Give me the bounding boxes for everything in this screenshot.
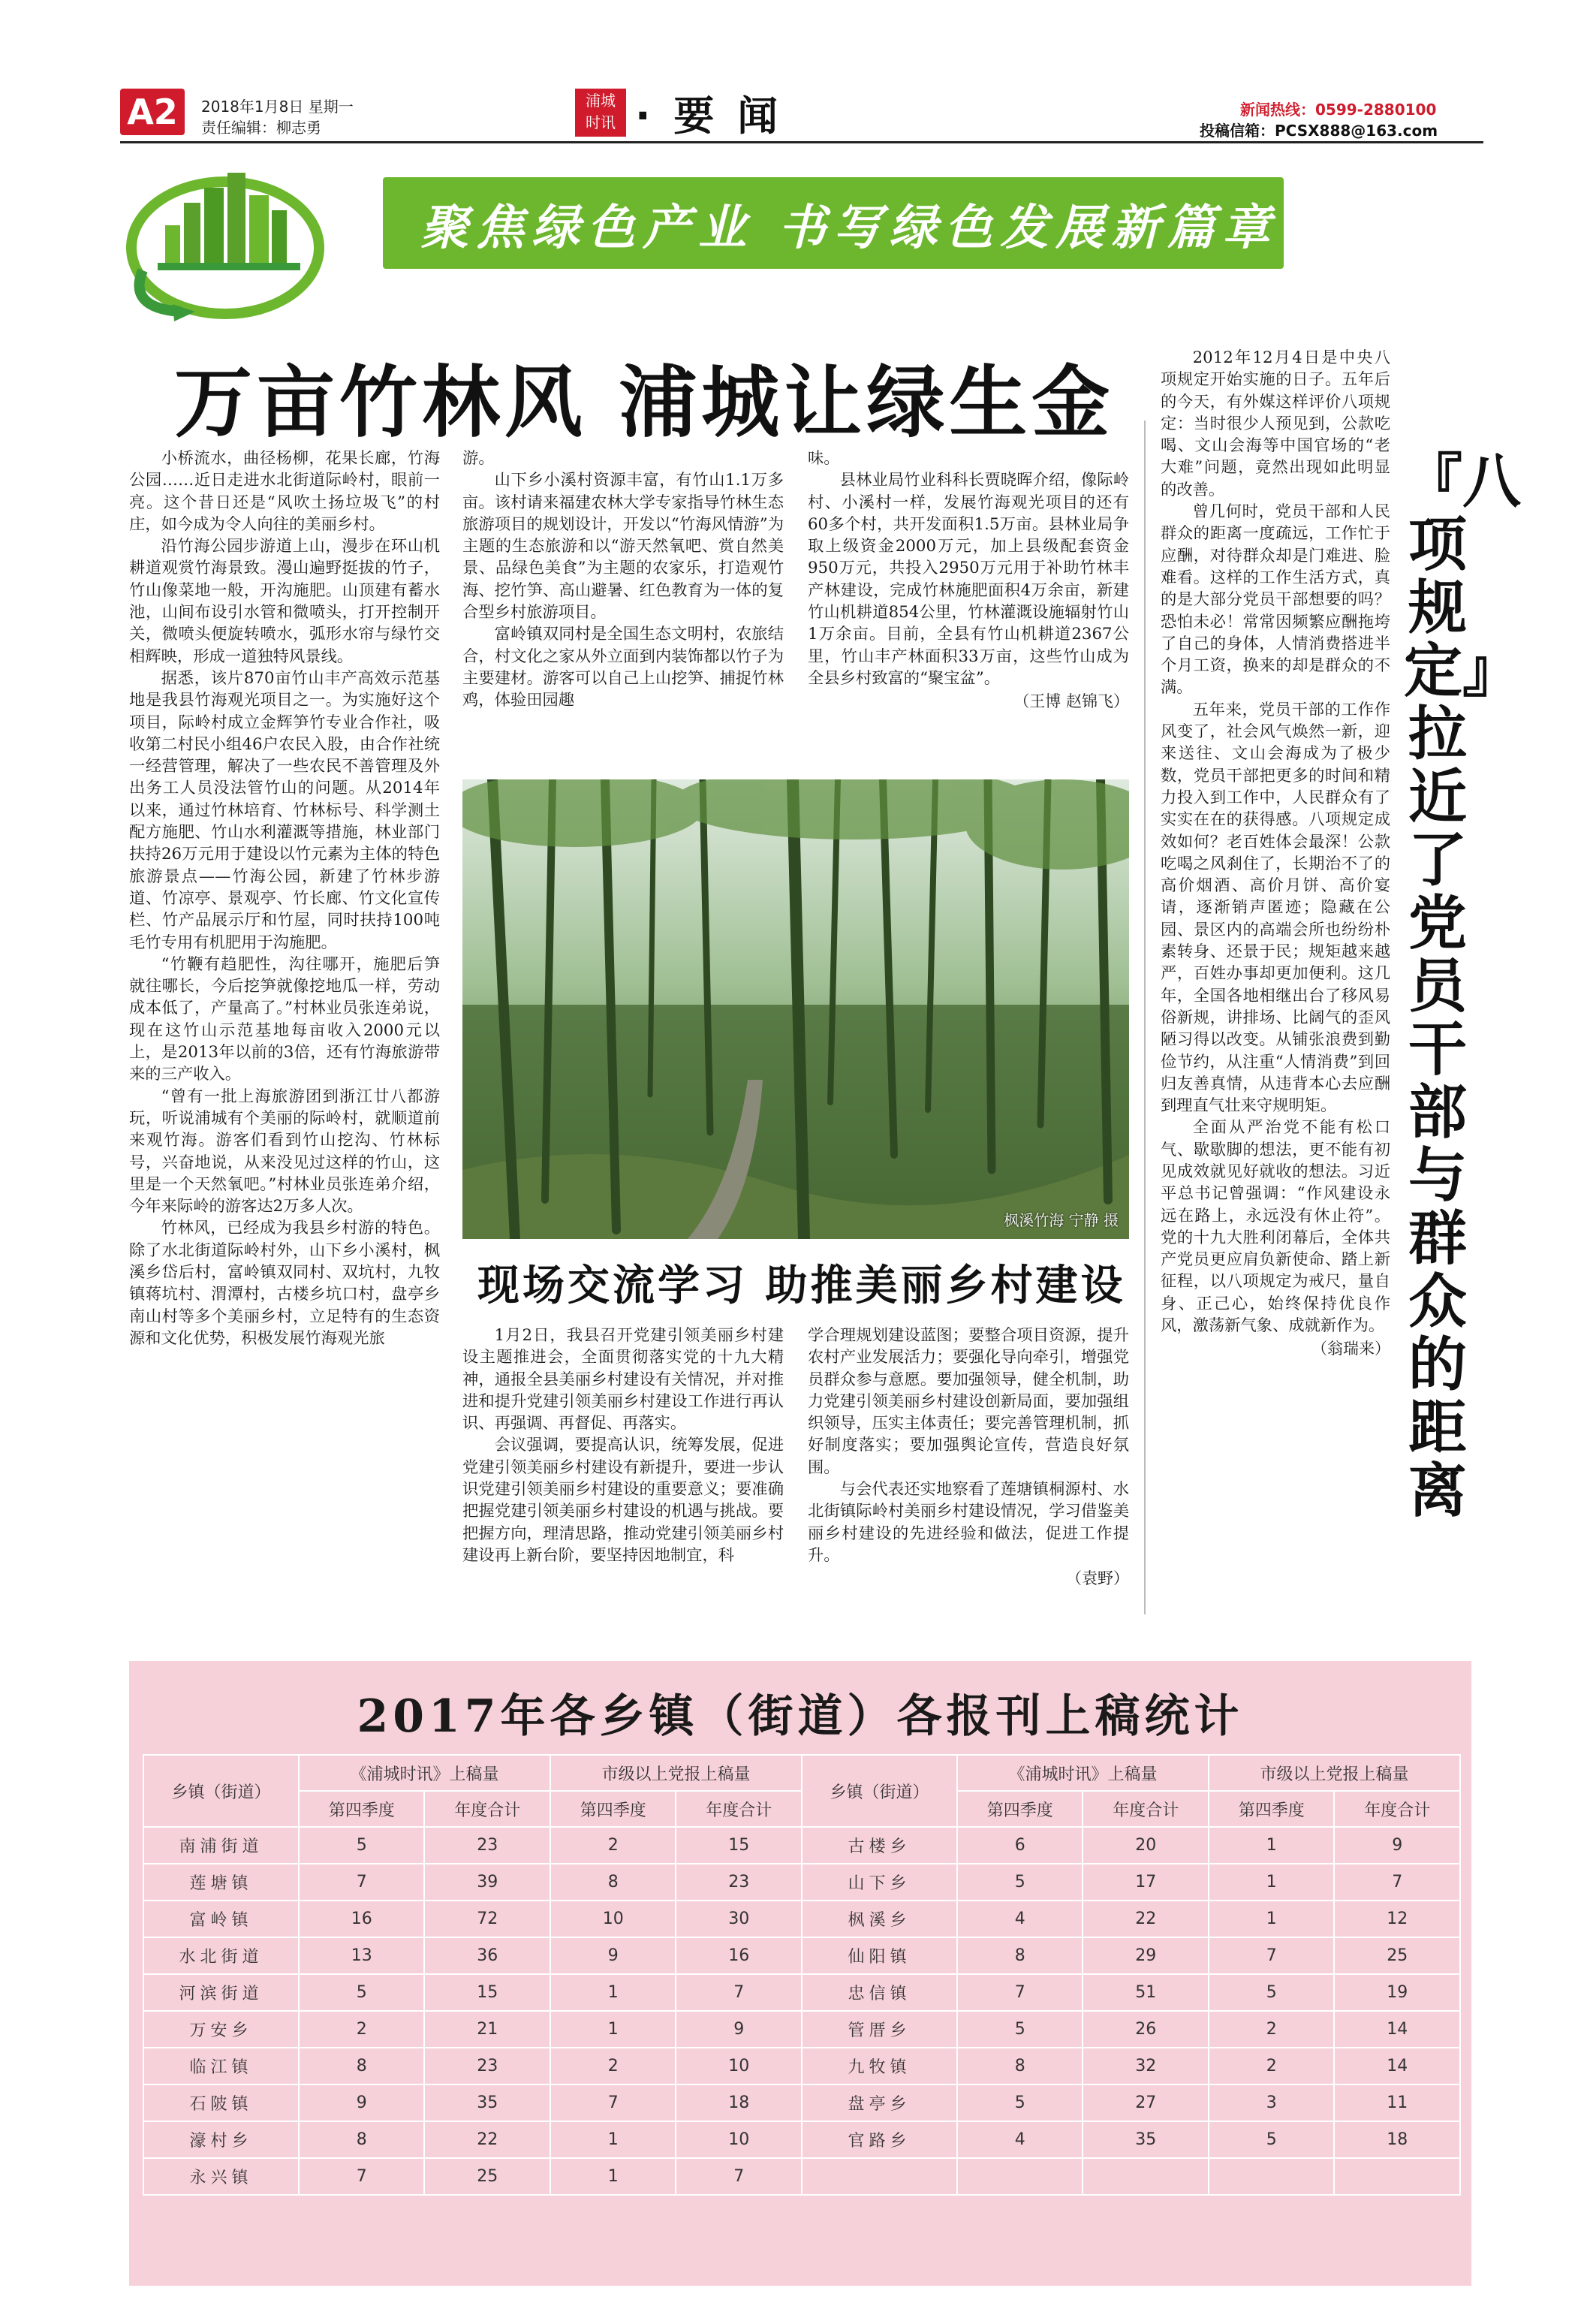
table-row: [143, 2158, 1460, 2195]
header-divider: [120, 141, 1483, 143]
col-header-year: 年度合计: [1083, 1791, 1209, 1827]
article2-byline: （袁野）: [1066, 1569, 1129, 1588]
green-city-logo-icon: [113, 158, 368, 323]
town-name-cell: 南浦街道: [143, 1827, 299, 1864]
count-cell: 32: [1083, 2048, 1209, 2084]
main-headline: 万亩竹林风 浦城让绿生金: [174, 357, 1115, 448]
news-hotline: 新闻热线：0599-2880100: [1240, 101, 1437, 119]
count-cell: 7: [1209, 1937, 1334, 1974]
count-cell: 7: [299, 1864, 424, 1901]
count-cell: 23: [676, 1864, 802, 1901]
count-cell: 15: [676, 1827, 802, 1864]
count-cell: 25: [1334, 1937, 1460, 1974]
count-cell: 22: [424, 2121, 550, 2158]
count-cell: 17: [1083, 1864, 1209, 1901]
brand-top: 浦城: [586, 92, 616, 110]
paragraph: “曾有一批上海旅游团到浙江廿八都游玩，听说浦城有个美丽的际岭村，就顺道前来观竹海。游客们看到竹山挖沟、竹林标号，兴奋地说，从来没见过这样的竹山，这里是一个天然氧吧。”村林业员张连弟介绍，今年来际岭的游客达2万多人次。: [129, 1087, 440, 1216]
count-cell: 51: [1083, 1974, 1209, 2011]
col-header-group1: 《浦城时讯》上稿量: [957, 1755, 1209, 1791]
town-name-cell: 管厝乡: [802, 2011, 957, 2048]
count-cell: 1: [550, 2011, 676, 2048]
editor-line: 责任编辑：柳志勇: [201, 119, 321, 137]
paragraph: 沿竹海公园步游道上山，漫步在环山机耕道观赏竹海景致。漫山遍野挺拔的竹子，竹山像菜地一般，开沟施肥。山顶建有蓄水池，山间布设引水管和微喷头，打开控制开关，微喷头便旋转喷水，弧形水帘与绿竹交相辉映，形成一道独特风景线。: [129, 537, 440, 666]
count-cell: 13: [299, 1937, 424, 1974]
count-cell: 7: [550, 2084, 676, 2121]
col-header-q4: 第四季度: [550, 1791, 676, 1827]
article3-col: [1161, 347, 1390, 1361]
paragraph: 富岭镇双同村是全国生态文明村，农旅结合，村文化之家从外立面到内装饰都以竹子为主要建材。游客可以自己上山挖笋、捕捉竹林鸡，体验田园趣: [462, 625, 784, 710]
count-cell: 30: [676, 1901, 802, 1937]
count-cell: 10: [676, 2121, 802, 2158]
count-cell: 9: [299, 2084, 424, 2121]
count-cell: 27: [1083, 2084, 1209, 2121]
count-cell: [1083, 2158, 1209, 2195]
town-name-cell: 河滨街道: [143, 1974, 299, 2011]
count-cell: [957, 2158, 1083, 2195]
count-cell: 5: [957, 2011, 1083, 2048]
col-header-q4: 第四季度: [957, 1791, 1083, 1827]
article3-byline: （翁瑞来）: [1311, 1340, 1390, 1358]
article1-col1: [129, 448, 440, 1349]
town-name-cell: 盘亭乡: [802, 2084, 957, 2121]
col-header-q4: 第四季度: [1209, 1791, 1334, 1827]
date-line: 2018年1月8日 星期一: [201, 98, 354, 116]
count-cell: 2: [550, 1827, 676, 1864]
paragraph: 据悉，该片870亩竹山丰产高效示范基地是我县竹海观光项目之一。为实施好这个项目，际岭村成立金辉笋竹专业合作社，吸收第二村民小组46户农民入股，由合作社统一经营管理，解决了一些农民不善管理及外出务工人员没法管竹山的问题。从2014年以来，通过竹林培育、竹林标号、科学测土配方施肥、竹山水利灌溉等措施，林业部门扶持26万元用于建设以竹元素为主体的特色旅游景点——竹海公园，新建了竹林步游道、竹凉亭、景观亭、竹长廊、竹文化宣传栏、竹产品展示厅和竹屋，同时扶持100吨毛竹专用有机肥用于沟施肥。: [129, 668, 440, 952]
col-header-group1: 《浦城时讯》上稿量: [299, 1755, 550, 1791]
paragraph: 小桥流水，曲径杨柳，花果长廊，竹海公园……近日走进水北街道际岭村，眼前一亮。这个昔日还是“风吹土扬垃圾飞”的村庄，如今成为令人向往的美丽乡村。: [129, 449, 440, 534]
town-name-cell: 莲塘镇: [143, 1864, 299, 1901]
count-cell: 1: [550, 2158, 676, 2195]
bamboo-forest-image: [462, 779, 1129, 1239]
town-name-cell: 仙阳镇: [802, 1937, 957, 1974]
count-cell: 16: [676, 1937, 802, 1974]
table-row: [143, 2011, 1460, 2048]
count-cell: 25: [424, 2158, 550, 2195]
count-cell: 1: [1209, 1864, 1334, 1901]
count-cell: 39: [424, 1864, 550, 1901]
count-cell: 6: [957, 1827, 1083, 1864]
paragraph: 游。: [462, 449, 495, 468]
section-title: · 要 闻: [635, 92, 783, 140]
town-name-cell: 水北街道: [143, 1937, 299, 1974]
article1-col3: [808, 448, 1129, 713]
town-name-cell: 濠村乡: [143, 2121, 299, 2158]
count-cell: [1334, 2158, 1460, 2195]
bamboo-forest-photo: [462, 779, 1129, 1239]
paragraph: 2012年12月4日是中央八项规定开始实施的日子。五年后的今天，有外媒这样评价八项规定：当时很少人预见到，公款吃喝、文山会海等中国官场的“老大难”问题，竟然出现如此明显的改善。: [1161, 348, 1390, 499]
count-cell: 5: [957, 1864, 1083, 1901]
brand-logo: [575, 89, 626, 137]
count-cell: 2: [550, 2048, 676, 2084]
paragraph: 曾几何时，党员干部和人民群众的距离一度疏远，工作忙于应酬，对待群众却是门难进、脸难看。这样的工作生活方式，真的是大部分党员干部想要的吗？恐怕未必！常常因频繁应酬拖垮了自己的身体，人情消费搭进半个月工资，换来的却是群众的不满。: [1161, 502, 1390, 698]
count-cell: 35: [424, 2084, 550, 2121]
count-cell: 7: [1334, 1864, 1460, 1901]
col-header-year: 年度合计: [1334, 1791, 1460, 1827]
count-cell: 8: [550, 1864, 676, 1901]
count-cell: 36: [424, 1937, 550, 1974]
article2-col1: [462, 1325, 784, 1566]
article2-headline: 现场交流学习 助推美丽乡村建设: [477, 1262, 1126, 1310]
count-cell: 23: [424, 1827, 550, 1864]
town-name-cell: 临江镇: [143, 2048, 299, 2084]
col-header-year: 年度合计: [424, 1791, 550, 1827]
count-cell: 10: [550, 1901, 676, 1937]
count-cell: 5: [1209, 2121, 1334, 2158]
table-row: [143, 2084, 1460, 2121]
article2-col2: [808, 1325, 1129, 1590]
col-header-group2: 市级以上党报上稿量: [550, 1755, 802, 1791]
count-cell: 1: [1209, 1901, 1334, 1937]
table-row: [143, 1827, 1460, 1864]
count-cell: 8: [957, 1937, 1083, 1974]
count-cell: 7: [676, 1974, 802, 2011]
table-row: [143, 2048, 1460, 2084]
count-cell: 2: [1209, 2048, 1334, 2084]
table-row: [143, 1937, 1460, 1974]
count-cell: 3: [1209, 2084, 1334, 2121]
paragraph: 全面从严治党不能有松口气、歇歇脚的想法，更不能有初见成效就见好就收的想法。习近平总书记曾强调：“作风建设永远在路上，永远没有休止符”。党的十九大胜利闭幕后，全体共产党员更应肩负新使命、踏上新征程，以八项规定为戒尺，量自身、正己心，始终保持优良作风，激荡新气象、成就新作为。: [1161, 1118, 1390, 1336]
count-cell: 1: [550, 2121, 676, 2158]
town-name-cell: 枫溪乡: [802, 1901, 957, 1937]
paragraph: 五年来，党员干部的工作作风变了，社会风气焕然一新，迎来送往、文山会海成为了极少数，党员干部把更多的时间和精力投入到工作中，人民群众有了实实在在的获得感。八项规定成效如何？老百姓体会最深！公款吃喝之风刹住了，长期治不了的高价烟酒、高价月饼、高价宴请，逐渐销声匿迹；隐藏在公园、景区内的高端会所也纷纷朴素转身、还景于民；规矩越来越严，百姓办事却更加便利。这几年，全国各地相继出台了移风易俗新规，讲排场、比阔气的歪风陋习得以改变。从铺张浪费到勤俭节约，从注重“人情消费”到回归友善真情，从违背本心去应酬到理直气壮来守规明矩。: [1161, 700, 1390, 1116]
count-cell: 18: [1334, 2121, 1460, 2158]
table-row: [143, 1974, 1460, 2011]
count-cell: 14: [1334, 2011, 1460, 2048]
count-cell: 5: [299, 1827, 424, 1864]
count-cell: 21: [424, 2011, 550, 2048]
count-cell: 5: [957, 2084, 1083, 2121]
town-name-cell: 九牧镇: [802, 2048, 957, 2084]
article3-vertical-title: 『八项规定』拉近了党员干部与群众的距离: [1404, 448, 1522, 1525]
count-cell: 7: [676, 2158, 802, 2195]
town-name-cell: 官路乡: [802, 2121, 957, 2158]
paragraph: “竹鞭有趋肥性，沟往哪开，施肥后笋就往哪长，今后挖笋就像挖地瓜一样，劳动成本低了，产量高了。”村林业员张连弟说，现在这竹山示范基地每亩收入2000元以上，是2013年以前的3倍，还有竹海旅游带来的三产收入。: [129, 954, 440, 1084]
count-cell: 12: [1334, 1901, 1460, 1937]
count-cell: [1209, 2158, 1334, 2195]
table-row: [143, 2121, 1460, 2158]
count-cell: 10: [676, 2048, 802, 2084]
count-cell: 16: [299, 1901, 424, 1937]
paragraph: 山下乡小溪村资源丰富，有竹山1.1万多亩。该村请来福建农林大学专家指导竹林生态旅游项目的规划设计，开发以“竹海风情游”为主题的生态旅游和以“游天然氧吧、赏自然美景、品绿色美食”为主题的农家乐，打造观竹海、挖竹笋、高山避暑、红色教育为一体的复合型乡村旅游项目。: [462, 471, 784, 622]
page-badge: A2: [120, 89, 185, 135]
paragraph: 与会代表还实地察看了莲塘镇桐源村、水北街镇际岭村美丽乡村建设情况，学习借鉴美丽乡村建设的先进经验和做法，促进工作提升。: [808, 1480, 1129, 1565]
count-cell: 5: [1209, 1974, 1334, 2011]
col-header-town: 乡镇（街道）: [802, 1755, 957, 1827]
article1-col2: [462, 448, 784, 712]
table-row: [143, 1901, 1460, 1937]
count-cell: 8: [299, 2048, 424, 2084]
count-cell: 7: [299, 2158, 424, 2195]
paragraph: 1月2日，我县召开党建引领美丽乡村建设主题推进会，全面贯彻落实党的十九大精神，通报全县美丽乡村建设有关情况，并对推进和提升党建引领美丽乡村建设工作进行再认识、再强调、再督促、再落实。: [462, 1326, 784, 1433]
col-header-year: 年度合计: [676, 1791, 802, 1827]
count-cell: 5: [299, 1974, 424, 2011]
stats-title: 2017年各乡镇（街道）各报刊上稿统计: [357, 1690, 1244, 1743]
count-cell: 18: [676, 2084, 802, 2121]
count-cell: 9: [1334, 1827, 1460, 1864]
col-header-town: 乡镇（街道）: [143, 1755, 299, 1827]
town-name-cell: 忠信镇: [802, 1974, 957, 2011]
town-name-cell: 古楼乡: [802, 1827, 957, 1864]
brand-bottom: 时讯: [586, 113, 616, 131]
article1-byline: （王博 赵锦飞）: [1013, 692, 1129, 711]
paragraph: 县林业局竹业科科长贾晓晖介绍，像际岭村、小溪村一样，发展竹海观光项目的还有60多个村，共开发面积1.5万亩。县林业局争取上级资金2000万元，加上县级配套资金950万元，共投入2950万元用于补助竹林丰产林建设，完成竹林施肥面积4万余亩，新建竹山机耕道854公里，竹林灌溉设施辐射竹山1万余亩。目前，全县有竹山机耕道2367公里，竹山丰产林面积33万亩，这些竹山成为全县乡村致富的“聚宝盆”。: [808, 471, 1129, 688]
count-cell: 2: [1209, 2011, 1334, 2048]
town-name-cell: 山下乡: [802, 1864, 957, 1901]
count-cell: 8: [299, 2121, 424, 2158]
photo-caption: 枫溪竹海 宁静 摄: [1004, 1211, 1119, 1229]
column-divider: [1144, 421, 1146, 1614]
town-name-cell: 富岭镇: [143, 1901, 299, 1937]
count-cell: 72: [424, 1901, 550, 1937]
count-cell: 2: [299, 2011, 424, 2048]
count-cell: 19: [1334, 1974, 1460, 2011]
count-cell: 23: [424, 2048, 550, 2084]
count-cell: 15: [424, 1974, 550, 2011]
count-cell: 9: [550, 1937, 676, 1974]
paragraph: 会议强调，要提高认识，统筹发展，促进党建引领美丽乡村建设有新提升，要进一步认识党建引领美丽乡村建设的重要意义；要准确把握党建引领美丽乡村建设的机遇与挑战。要把握方向，理清思路，推动党建引领美丽乡村建设再上新台阶，要坚持因地制宜，科: [462, 1436, 784, 1565]
col-header-group2: 市级以上党报上稿量: [1209, 1755, 1460, 1791]
paragraph: 竹林风，已经成为我县乡村游的特色。除了水北街道际岭村外，山下乡小溪村，枫溪乡岱后村，富岭镇双同村、双坑村，九牧镇蒋坑村、渭潭村，古楼乡坑口村，盘亭乡南山村等多个美丽乡村，立足特有的生态资源和文化优势，积极发展竹海观光旅: [129, 1219, 440, 1348]
count-cell: 26: [1083, 2011, 1209, 2048]
count-cell: 22: [1083, 1901, 1209, 1937]
count-cell: 14: [1334, 2048, 1460, 2084]
count-cell: 4: [957, 1901, 1083, 1937]
town-name-cell: 永兴镇: [143, 2158, 299, 2195]
count-cell: 7: [957, 1974, 1083, 2011]
count-cell: 1: [550, 1974, 676, 2011]
paragraph: 学合理规划建设蓝图；要整合项目资源，提升农村产业发展活力；要强化导向牵引，增强党员群众参与意愿。要加强领导，健全机制，助力党建引领美丽乡村建设创新局面，要加强组织领导，压实主体责任；要完善管理机制，抓好制度落实；要加强舆论宣传，营造良好氛围。: [808, 1326, 1129, 1477]
town-name-cell: 万安乡: [143, 2011, 299, 2048]
town-name-cell: 石陂镇: [143, 2084, 299, 2121]
banner-slogan: 聚焦绿色产业 书写绿色发展新篇章: [420, 200, 1278, 256]
count-cell: 9: [676, 2011, 802, 2048]
count-cell: 1: [1209, 1827, 1334, 1864]
count-cell: 11: [1334, 2084, 1460, 2121]
count-cell: 35: [1083, 2121, 1209, 2158]
paragraph: 味。: [808, 449, 840, 468]
town-name-cell: [802, 2158, 957, 2195]
col-header-q4: 第四季度: [299, 1791, 424, 1827]
count-cell: 8: [957, 2048, 1083, 2084]
count-cell: 4: [957, 2121, 1083, 2158]
table-row: [143, 1864, 1460, 1901]
count-cell: 29: [1083, 1937, 1209, 1974]
submission-email: 投稿信箱：PCSX888@163.com: [1200, 122, 1438, 140]
stats-table: [143, 1754, 1461, 2196]
count-cell: 20: [1083, 1827, 1209, 1864]
